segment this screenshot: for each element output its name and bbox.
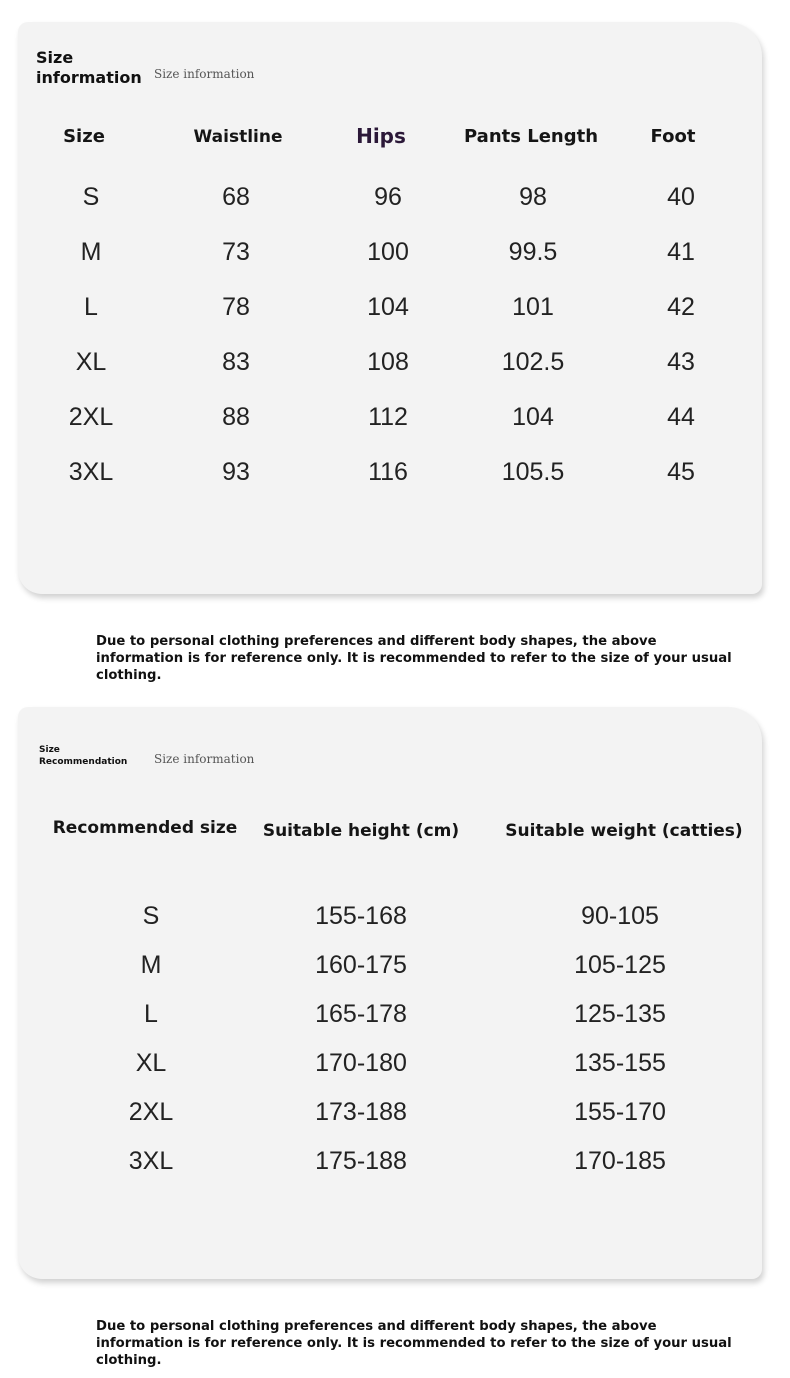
cell-suitable-weight: 135-155 [574, 1049, 666, 1077]
cell-waistline: 83 [222, 348, 250, 376]
column-header-waistline: Waistline [193, 127, 283, 147]
cell-waistline: 88 [222, 403, 250, 431]
cell-hips: 100 [367, 238, 409, 266]
reference-note: Due to personal clothing preferences and different body shapes, the above information is for reference only. It is recommended to refer to the size of your usual clothing. [96, 634, 732, 683]
cell-suitable-weight: 125-135 [574, 1000, 666, 1028]
cell-pants-length: 99.5 [508, 238, 558, 266]
cell-waistline: 93 [222, 458, 250, 486]
column-header-pants-length: Pants Length [463, 126, 599, 147]
cell-suitable-height: 175-188 [315, 1147, 407, 1175]
cell-suitable-height: 155-168 [315, 902, 407, 930]
cell-pants-length: 102.5 [501, 348, 565, 376]
cell-foot: 40 [667, 183, 695, 211]
column-header-size: Size [63, 126, 105, 147]
column-header-foot: Foot [650, 126, 696, 147]
cell-recommended-size: S [142, 902, 160, 930]
cell-waistline: 73 [222, 238, 250, 266]
cell-hips: 112 [368, 403, 408, 431]
cell-suitable-weight: 90-105 [581, 902, 659, 930]
cell-pants-length: 101 [512, 293, 554, 321]
cell-hips: 104 [367, 293, 409, 321]
cell-suitable-height: 165-178 [315, 1000, 407, 1028]
column-header-suitable-weight: Suitable weight (catties) [505, 821, 743, 841]
cell-recommended-size: M [140, 951, 162, 979]
size-info-card [18, 22, 762, 594]
size-recommendation-card [18, 707, 762, 1279]
size-recommendation-heading: Size Recommendation [39, 745, 128, 767]
cell-size: M [80, 238, 102, 266]
cell-recommended-size: XL [135, 1049, 167, 1077]
cell-size: S [82, 183, 100, 211]
cell-foot: 45 [667, 458, 695, 486]
cell-suitable-height: 170-180 [315, 1049, 407, 1077]
cell-suitable-weight: 170-185 [574, 1147, 666, 1175]
cell-size: 2XL [68, 403, 114, 431]
cell-suitable-weight: 105-125 [574, 951, 666, 979]
cell-recommended-size: 3XL [128, 1147, 174, 1175]
cell-hips: 116 [368, 458, 408, 486]
cell-size: L [84, 293, 98, 321]
size-info-subheading: Size information [154, 67, 255, 81]
cell-pants-length: 104 [512, 403, 554, 431]
cell-suitable-height: 173-188 [315, 1098, 407, 1126]
cell-recommended-size: 2XL [128, 1098, 174, 1126]
cell-hips: 96 [374, 183, 402, 211]
cell-foot: 42 [667, 293, 695, 321]
cell-foot: 44 [667, 403, 695, 431]
reference-note: Due to personal clothing preferences and different body shapes, the above information is for reference only. It is recommended to refer to the size of your usual clothing. [96, 1319, 732, 1368]
cell-waistline: 78 [222, 293, 250, 321]
column-header-recommended-size: Recommended size [52, 818, 238, 838]
cell-hips: 108 [367, 348, 409, 376]
cell-recommended-size: L [144, 1000, 158, 1028]
cell-pants-length: 98 [519, 183, 547, 211]
cell-pants-length: 105.5 [501, 458, 565, 486]
size-recommendation-subheading: Size information [154, 752, 255, 766]
cell-suitable-weight: 155-170 [574, 1098, 666, 1126]
cell-size: XL [75, 348, 107, 376]
cell-foot: 41 [667, 238, 695, 266]
size-info-heading: Size information [36, 48, 142, 87]
cell-foot: 43 [667, 348, 695, 376]
cell-suitable-height: 160-175 [315, 951, 407, 979]
cell-size: 3XL [68, 458, 114, 486]
column-header-hips: Hips [356, 124, 406, 148]
column-header-suitable-height: Suitable height (cm) [262, 821, 460, 841]
cell-waistline: 68 [222, 183, 250, 211]
